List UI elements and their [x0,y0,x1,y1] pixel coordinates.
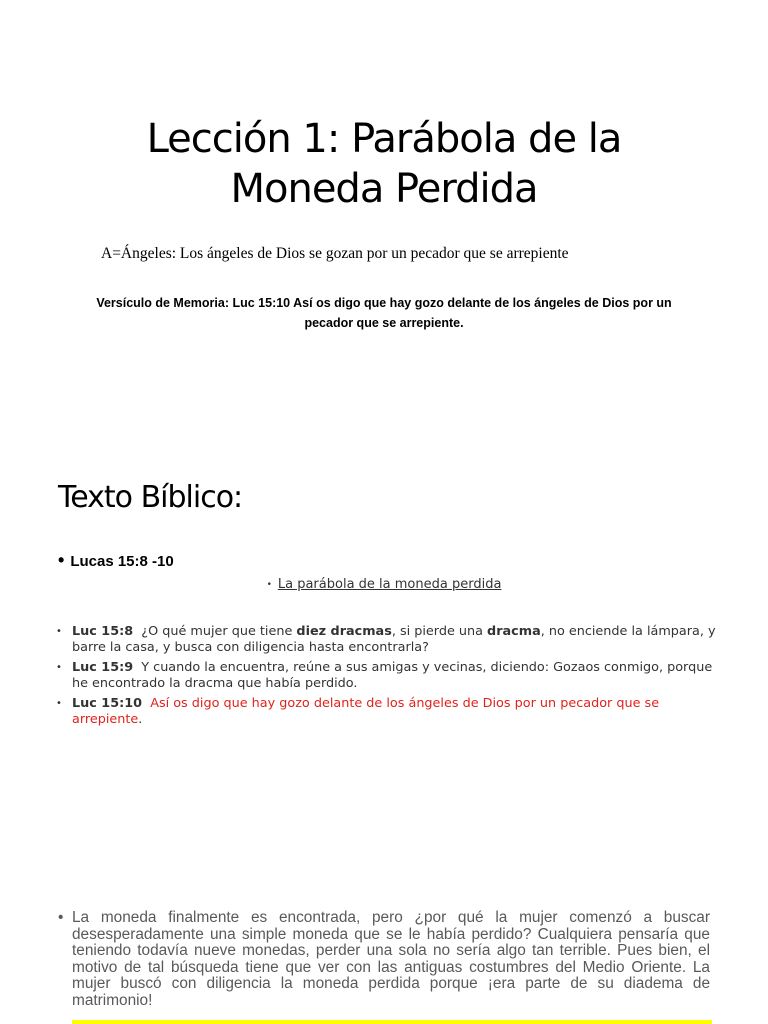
verse-bold-text: dracma [487,624,541,639]
bullet-icon: • [58,550,65,570]
commentary-text: La moneda finalmente es encontrada, pero ¿por qué la mujer comenzó a buscar desesperadamente una simple moneda que se le había perdido? Cualquiera pensaría que teniendo todavía nueve monedas, perder una sola no sería algo tan terrible. Pues bien, el motivo de tal búsqueda tiene que ver con las antiguas costumbres del Medio Oriente. La mujer buscó con diligencia la moneda perdida porque ¡era parte de su diadema de matrimonio! [72,909,710,1009]
slide-2 [0,436,768,1024]
bible-reference [58,550,174,571]
verse-text-end: . [138,712,143,727]
highlight-bar [72,1020,712,1024]
verse-text: , no enciende la lámpara, y barre la casa, y busca con diligencia hasta encontrarla? [72,624,716,655]
bible-reference-text: Lucas 15:8 -10 [70,553,174,570]
parable-title-link[interactable]: La parábola de la moneda perdida [277,577,502,592]
verse-list [56,624,716,732]
bullet-icon: • [56,626,62,637]
memory-verse: Versículo de Memoria: Luc 15:10 Así os digo que hay gozo delante de los ángeles de Dios por un pecador que se arrepiente. [96,296,672,330]
parable-title [0,577,768,592]
slide-title-line-2: Moneda Perdida [230,166,538,212]
verse-reference: Luc 15:9 [72,660,134,675]
verse-reference: Luc 15:10 [72,696,143,711]
verse-text: Y cuando la encuentra, reúne a sus amigas y vecinas, diciendo: Gozaos conmigo, porque he encontrado la dracma que había perdido. [72,660,713,691]
verse-item [56,696,716,728]
slide-1 [0,0,768,436]
verse-text-highlight: Así os digo que hay gozo delante de los ángeles de Dios por un pecador que se arrepiente [72,696,660,727]
verse-text: , si pierde una [391,624,488,639]
bullet-icon: • [56,662,62,673]
bullet-icon: • [58,909,64,926]
slide-title-line-1: Lección 1: Parábola de la [146,116,622,162]
slide-title [0,114,768,214]
bullet-icon: • [56,698,62,709]
verse-item [56,660,716,692]
verse-item [56,624,716,656]
commentary [58,910,710,1009]
slide-subtitle: A=Ángeles: Los ángeles de Dios se gozan por un pecador que se arrepiente [101,245,569,262]
section-heading: Texto Bíblico: [58,480,243,515]
bullet-icon: • [266,579,272,590]
verse-reference: Luc 15:8 [72,624,134,639]
verse-bold-text: diez dracmas [296,624,392,639]
verse-text: ¿O qué mujer que tiene [141,624,297,639]
